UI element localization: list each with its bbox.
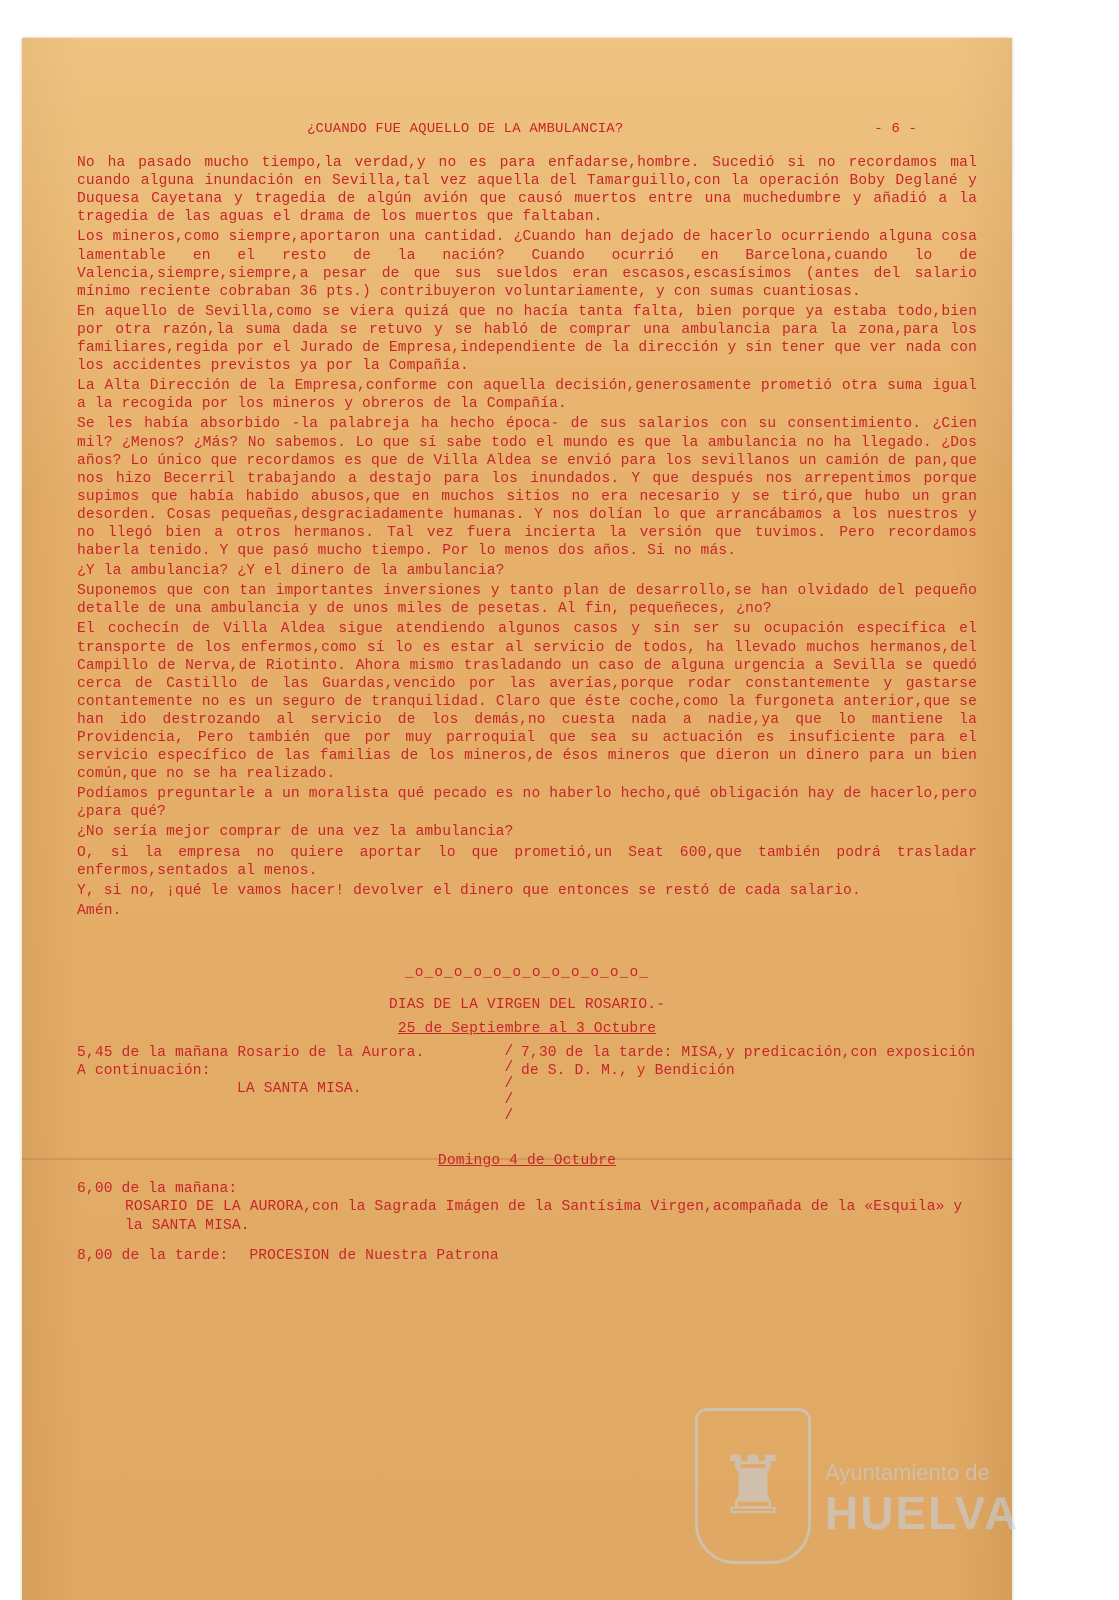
closing-word: Amén. <box>77 902 122 919</box>
document-page <box>22 38 1012 1600</box>
schedule-evening: 7,30 de la tarde: MISA,y predicación,con exposición de S. D. M., y Bendición <box>521 1045 976 1080</box>
page-number: - 6 - <box>874 121 917 137</box>
paragraph: No ha pasado mucho tiempo,la verdad,y no es para enfadarse,hombre. Sucedió si no recordamos mal cuando alguna inundación en Sevilla,tal vez aquella del Tamarguillo,con la operación Boby Deglané y Duquesa Cayetana y tragedia de algún avión que causó muertos entre una muchedumbre y añadió a la tragedia de las aguas el drama de los muertos que faltaban. <box>77 155 977 226</box>
date-range: 25 de Septiembre al 3 Octubre <box>397 1021 657 1038</box>
sunday-morning-time: 6,00 de la mañana: <box>77 1181 238 1198</box>
sunday-evening <box>77 1247 977 1265</box>
schedule-divider: / / / / / <box>504 1044 514 1125</box>
paragraph: Los mineros,como siempre,aportaron una cantidad. ¿Cuando han dejado de hacerlo ocurriendo alguna cosa lamentable en el resto de la nación? Cuando ocurrió en Barcelona,cuando lo de Valencia,siempre,siempre,a pesar de que sus sueldos eran escasos,escasísimos (antes del salario mínimo reciente cobraban 36 pts.) contribuyeron voluntariamente, y con sumas cuantiosas. <box>77 229 977 300</box>
paragraph: Podíamos preguntarle a un moralista qué pecado es no haberlo hecho,qué obligación hay de hacerlo,pero ¿para qué? <box>77 786 977 821</box>
paragraph: El cochecín de Villa Aldea sigue atendiendo algunos casos y sin ser su ocupación específica el transporte de los enfermos,como sí lo es estar al servicio de todos, ha llevado muchos hermanos,del Campillo de Nerva,de Riotinto. Ahora mismo trasladando un caso de alguna urgencia a Sevilla se quedó cerca de Castillo de las Guardas,vencido por las averías,porque rodar constantemente y gastarse contantemente no es un seguro de tranquilidad. Claro que éste coche,como la furgoneta anterior,que se han ido destrozando al servicio de los demás,no cuesta nada a nadie,ya que lo mantiene la Providencia, Pero también que por muy parroquial que sea su actuación es insuficiente para el servicio específico de las familias de los mineros,de ésos mineros que dieron un dinero para un bien común,que no se ha realizado. <box>77 621 977 783</box>
schedule-block <box>77 1044 977 1124</box>
paragraph: O, si la empresa no quiere aportar lo que prometió,un Seat 600,que también podrá trasladar enfermos,sentados al menos. <box>77 844 977 879</box>
paragraph: Suponemos que con tan importantes inversiones y tanto plan de desarrollo,se han olvidado del pequeño detalle de una ambulancia y de unos miles de pesetas. Al fin, pequeñeces, ¿no? <box>77 583 977 618</box>
fiesta-title: DIAS DE LA VIRGEN DEL ROSARIO.- <box>388 997 666 1014</box>
coat-of-arms-icon: ♜ <box>695 1408 811 1564</box>
page-header <box>307 120 917 138</box>
continuation-value: LA SANTA MISA. <box>237 1081 362 1098</box>
page-title: ¿CUANDO FUE AQUELLO DE LA AMBULANCIA? <box>307 121 624 137</box>
schedule-morning <box>77 1044 497 1124</box>
watermark-line1: Ayuntamiento de <box>825 1460 990 1485</box>
schedule-continuation <box>77 1062 497 1080</box>
paragraph: Se les había absorbido -la palabreja ha hecho época- de sus salarios con su consentimiento. ¿Cien mil? ¿Menos? ¿Más? No sabemos. Lo que sí sabe todo el mundo es que la ambulancia no ha llegado. ¿Dos años? Lo único que recordamos es que de Villa Aldea se envió para los sevillanos un camión de pan,que nos hizo Becerril trabajando a destajo para los inundados. Y que después nos arrepentimos porque supimos que había habido abusos,que en muchos sitios no era necesario y se tiró,que hubo un gran desorden. Cosas pequeñas,desgraciadamente humanas. Y nos dolían lo que arrancábamos a los nuestros y no llegó bien a otros hermanos. Tal vez fuera incierta la versión que tuvimos. Pero recordamos haberla tenido. Y que pasó mucho tiempo. Por lo menos dos años. Si no más. <box>77 416 977 560</box>
paragraph: ¿No sería mejor comprar de una vez la ambulancia? <box>77 824 514 841</box>
paragraph: En aquello de Sevilla,como se viera quizá que no hacía tanta falta, bien porque ya estaba todo,bien por otra razón,la suma dada se retuvo y se habló de comprar una ambulancia para la zona,para los familiares,regida por el Jurado de Empresa,independiente de la dirección y sin tener que ver nada con los accidentes previstos ya por la Compañía. <box>77 303 977 375</box>
sunday-evening-time: 8,00 de la tarde: <box>77 1247 229 1264</box>
continuation-label: A continuación: <box>77 1063 211 1080</box>
watermark <box>695 1400 1025 1560</box>
paragraph: ¿Y la ambulancia? ¿Y el dinero de la ambulancia? <box>77 563 505 580</box>
sunday-morning-text: ROSARIO DE LA AURORA,con la Sagrada Imágen de la Santísima Virgen,acompañada de la «Esquila» y la SANTA MISA. <box>125 1199 963 1234</box>
document-content <box>77 120 977 1265</box>
paragraph: La Alta Dirección de la Empresa,conforme con aquella decisión,generosamente prometió otra suma igual a la recogida por los mineros y obreros de la Compañía. <box>77 378 977 413</box>
watermark-line2: HUELVA <box>825 1487 1020 1539</box>
paragraph: Y, si no, ¡qué le vamos hacer! devolver el dinero que entonces se restó de cada salario. <box>77 882 861 899</box>
schedule-rosary-line: 5,45 de la mañana Rosario de la Aurora. <box>77 1045 425 1062</box>
sunday-evening-text: PROCESION de Nuestra Patrona <box>249 1247 499 1264</box>
sunday-title: Domingo 4 de Octubre <box>437 1153 617 1170</box>
section-separator: _o_o_o_o_o_o_o_o_o_o_o_o_ <box>405 964 649 981</box>
